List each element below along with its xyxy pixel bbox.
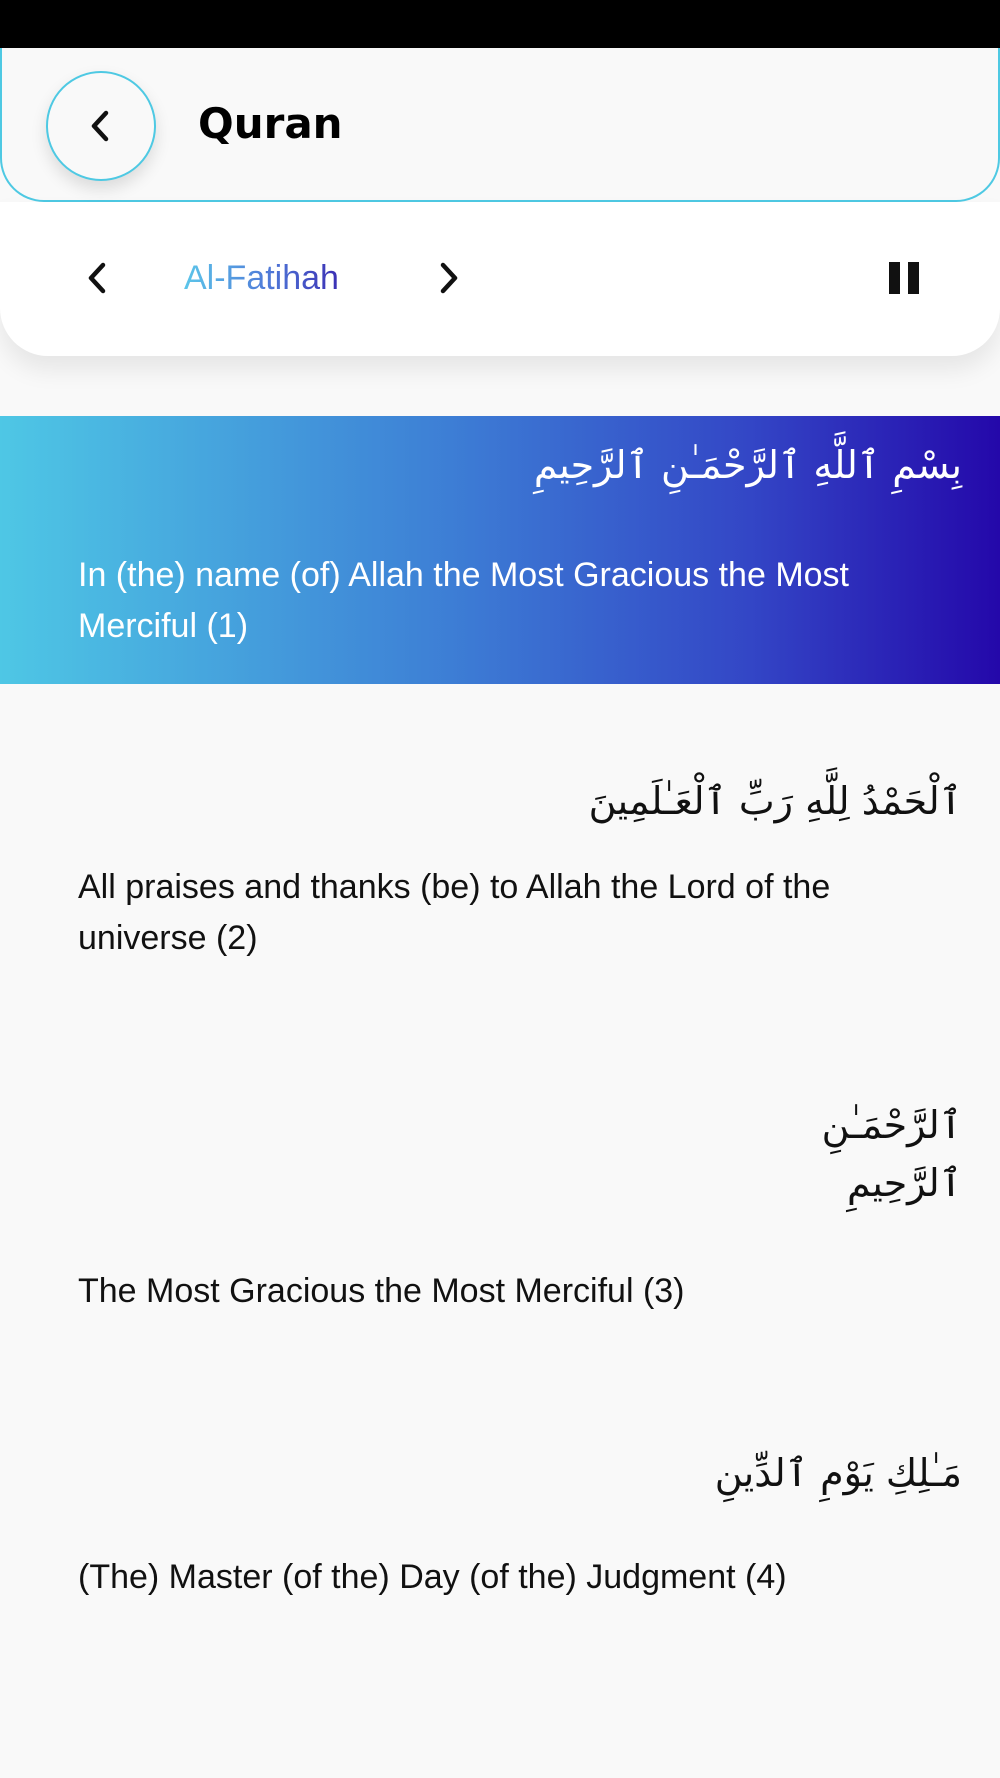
verse-translation: (The) Master (of the) Day (of the) Judgment (4) bbox=[78, 1558, 787, 1596]
verse-item[interactable] bbox=[0, 684, 1000, 1096]
verse-arabic-text: بِسْمِ ٱللَّهِ ٱلرَّحْمَـٰنِ ٱلرَّحِيمِ bbox=[533, 443, 962, 487]
chevron-left-icon bbox=[86, 108, 116, 144]
surah-name[interactable]: Al-Fatihah bbox=[184, 254, 339, 302]
verse-list bbox=[0, 416, 1000, 1724]
status-bar bbox=[0, 0, 1000, 48]
previous-surah-button[interactable] bbox=[70, 250, 126, 306]
page-title: Quran bbox=[198, 99, 343, 148]
chevron-right-icon bbox=[433, 260, 463, 296]
verse-arabic-text: ٱلرَّحْمَـٰنِ ٱلرَّحِيمِ bbox=[821, 1103, 962, 1205]
verse-item[interactable] bbox=[0, 1424, 1000, 1724]
pause-icon bbox=[887, 260, 921, 296]
next-surah-button[interactable] bbox=[420, 250, 476, 306]
verse-item[interactable] bbox=[0, 1096, 1000, 1424]
verse-arabic-text: ٱلْحَمْدُ لِلَّهِ رَبِّ ٱلْعَـٰلَمِينَ bbox=[588, 779, 962, 823]
pause-button[interactable] bbox=[876, 250, 932, 306]
app-header bbox=[0, 48, 1000, 202]
chevron-left-icon bbox=[83, 260, 113, 296]
verse-item[interactable] bbox=[0, 416, 1000, 684]
verse-translation: All praises and thanks (be) to Allah the Lord of the universe (2) bbox=[78, 868, 831, 957]
verse-translation: In (the) name (of) Allah the Most Gracious the Most Merciful (1) bbox=[78, 556, 849, 645]
audio-player-bar bbox=[0, 202, 1000, 356]
verse-translation: The Most Gracious the Most Merciful (3) bbox=[78, 1272, 685, 1310]
back-button[interactable] bbox=[46, 71, 156, 181]
verse-arabic-text: مَـٰلِكِ يَوْمِ ٱلدِّينِ bbox=[714, 1451, 962, 1495]
